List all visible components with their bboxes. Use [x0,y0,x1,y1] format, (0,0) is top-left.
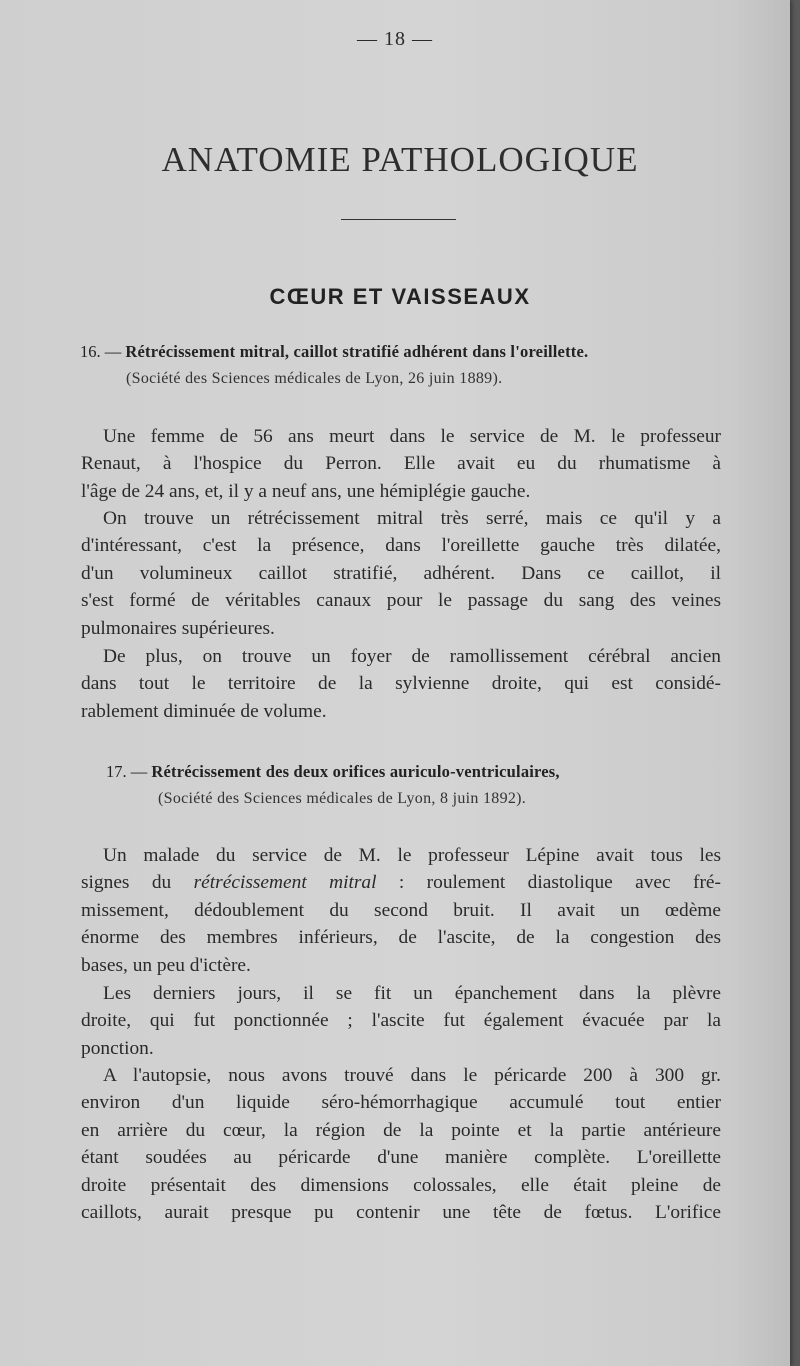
text-line: en arrière du cœur, la région de la pointe et la partie antérieure [81,1119,721,1141]
text-line: ponction. [81,1037,154,1059]
text-line: pulmonaires supérieures. [81,617,275,639]
text-line: environ d'un liquide séro-hémorrhagique accumulé tout entier [81,1092,721,1114]
text-line: caillots, aurait presque pu contenir une tête de fœtus. L'orifice [81,1201,721,1223]
entry-16-number: 16. — [80,342,122,361]
text-line: A l'autopsie, nous avons trouvé dans le péricarde 200 à 300 gr. [103,1065,721,1086]
text-line: Les derniers jours, il se fit un épanchement dans la plèvre [103,983,721,1004]
text-line: étant soudées au péricarde d'une manière complète. L'oreillette [81,1147,721,1169]
text-line: On trouve un rétrécissement mitral très serré, mais ce qu'il y a [103,508,721,529]
entry-17-title: Rétrécissement des deux orifices auriculo-ventriculaires, [151,762,560,781]
entry-16-title: Rétrécissement mitral, caillot stratifié adhérent dans l'oreillette. [125,342,589,361]
text-line: s'est formé de véritables canaux pour le passage du sang des veines [81,590,721,612]
text-line: signes du rétrécissement mitral : roulement diastolique avec fré- [81,872,721,894]
text-line: missement, dédoublement du second bruit. Il avait un œdème [81,899,721,921]
entry-17-heading [106,762,786,782]
entry-17-paragraph-2 [81,980,721,1062]
entry-17-number: 17. — [106,762,148,781]
page-edge-shadow [730,0,790,1366]
text-line: Renaut, à l'hospice du Perron. Elle avait eu du rhumatisme à [81,453,721,475]
text-line: dans tout le territoire de la sylvienne droite, qui est considé- [81,673,721,695]
text-line: droite, qui fut ponctionnée ; l'ascite fut également évacuée par la [81,1010,721,1032]
text-line: d'intéressant, c'est la présence, dans l'oreillette gauche très dilatée, [81,535,721,557]
text-line: rablement diminuée de volume. [81,700,327,722]
entry-17-paragraph-1 [81,842,721,979]
entry-17-paragraph-3 [81,1062,721,1226]
entry-16-heading [80,342,760,362]
text-line: droite présentait des dimensions colossales, elle était pleine de [81,1174,721,1196]
entry-16-paragraph-1 [81,423,721,505]
entry-16-paragraph-3 [81,643,721,725]
text-line: De plus, on trouve un foyer de ramollissement cérébral ancien [103,646,721,667]
page-number: — 18 — [357,28,433,50]
entry-16-source: (Société des Sciences médicales de Lyon, 26 juin 1889). [126,370,503,387]
text-line: énorme des membres inférieurs, de l'ascite, de la congestion des [81,927,721,949]
subsection-title: CŒUR ET VAISSEAUX [269,284,531,309]
section-title: ANATOMIE PATHOLOGIQUE [161,140,639,179]
text-line: d'un volumineux caillot stratifié, adhérent. Dans ce caillot, il [81,562,721,584]
text-line: Un malade du service de M. le professeur Lépine avait tous les [103,845,721,866]
text-line: l'âge de 24 ans, et, il y a neuf ans, une hémiplégie gauche. [81,480,531,502]
entry-16-paragraph-2 [81,505,721,642]
text-line: Une femme de 56 ans meurt dans le service de M. le professeur [103,426,721,447]
entry-17-source: (Société des Sciences médicales de Lyon, 8 juin 1892). [158,790,527,807]
italic-term: rétrécissement mitral [193,872,377,894]
title-divider [341,219,456,220]
text-line: bases, un peu d'ictère. [81,954,251,976]
